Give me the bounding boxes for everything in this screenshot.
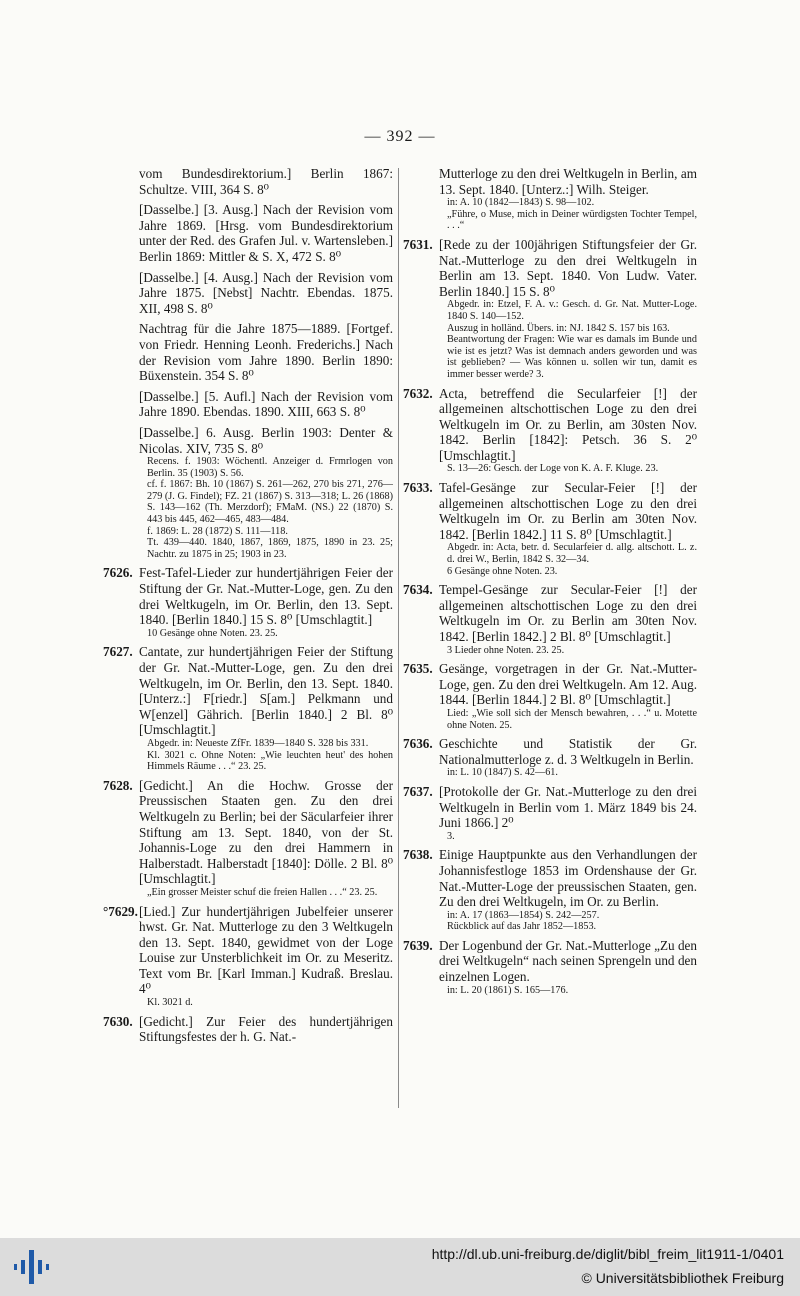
bibliography-entry	[103, 565, 393, 639]
bibliography-entry	[403, 847, 697, 933]
bibliography-entry	[103, 904, 393, 1009]
entry-number: 7627.	[103, 644, 133, 660]
entry-note: Recens. f. 1903: Wöchentl. Anzeiger d. Frmrlogen von Berlin. 35 (1903) S. 56.	[147, 456, 393, 479]
entry-text: [Protokolle der Gr. Nat.-Mutterloge zu den drei Weltkugeln in Berlin vom 1. März 1849 bis 24. Juni 1866.] 2⁰	[439, 783, 697, 831]
bibliography-entry	[403, 582, 697, 656]
entry-text: Mutterloge zu den drei Weltkugeln in Berlin, am 13. Sept. 1840. [Unterz.:] Wilh. Steiger.	[439, 166, 697, 197]
entry-text: [Dasselbe.] [5. Aufl.] Nach der Revision vom Jahre 1890. Ebendas. 1890. XIII, 663 S. 8⁰	[139, 388, 393, 420]
entry-note: in: L. 20 (1861) S. 165—176.	[447, 984, 569, 996]
entry-text: [Lied.] Zur hundertjährigen Jubelfeier unserer hwst. Gr. Nat. Mutterloge zu den 3 Weltkugeln den 13. Sept. 1840, gewidmet von der Loge Louise zur Unsterblichkeit im Or. zu Meseritz. Text vom Br. [Karl Imman.] Kudraß. Breslau. 4⁰	[139, 903, 393, 997]
entry-note: Tt. 439—440. 1840, 1867, 1869, 1875, 1890 in 23. 25; Nachtr. zu 1875 in 25; 1903 in 23.	[147, 537, 393, 560]
page-number: — 392 —	[364, 128, 436, 145]
bibliography-entry	[403, 784, 697, 842]
bibliography-entry	[403, 736, 697, 779]
entry-number: 7633.	[403, 480, 433, 496]
entry-number: 7635.	[403, 661, 433, 677]
bibliography-entry	[403, 386, 697, 476]
entry-number: 7634.	[403, 582, 433, 598]
document-url[interactable]: http://dl.ub.uni-freiburg.de/diglit/bibl_freim_lit1911-1/0401	[431, 1246, 784, 1262]
column-divider	[398, 168, 399, 1108]
bibliography-entry	[403, 166, 697, 232]
entry-note: in: A. 10 (1842—1843) S. 98—102.	[447, 197, 595, 209]
entry-note: Rückblick auf das Jahr 1852—1853.	[447, 921, 597, 933]
entry-number: 7632.	[403, 385, 433, 401]
entry-number: 7628.	[103, 777, 133, 793]
entry-note: S. 13—26: Gesch. der Loge von K. A. F. Kluge. 23.	[447, 463, 659, 475]
entry-number: 7631.	[403, 236, 433, 252]
left-column	[103, 166, 393, 1050]
entry-text: Tempel-Gesänge zur Secular-Feier [!] der allgemeinen altschottischen Loge zu den drei Weltkugeln im Or. zu Berlin am 30ten Nov. 1842. [Berlin 1842.] 2 Bl. 8⁰ [Umschlagtit.]	[439, 582, 697, 644]
bibliography-entry	[103, 321, 393, 383]
entry-note: in: L. 10 (1847) S. 42—61.	[447, 767, 558, 779]
right-column	[403, 166, 697, 1001]
bibliography-entry	[403, 661, 697, 731]
entry-note: in: A. 17 (1863—1854) S. 242—257.	[447, 909, 600, 921]
entry-note: Abgedr. in: Etzel, F. A. v.: Gesch. d. Gr. Nat. Mutter-Loge. 1840 S. 140—152.	[447, 299, 697, 322]
bibliography-entry	[103, 425, 393, 561]
entry-text: Tafel-Gesänge zur Secular-Feier [!] der allgemeinen altschottischen Loge zu den drei Weltkugeln im Or. zu Berlin am 30ten Nov. 1842. [Berlin 1842.] 11 S. 8⁰ [Umschlagtit.]	[439, 480, 697, 542]
bibliography-entry	[103, 778, 393, 899]
entry-note: Abgedr. in: Acta, betr. d. Secularfeier d. allg. altschott. L. z. d. drei W., Berlin, 1842 S. 32—34.	[447, 542, 697, 566]
entry-number: 7637.	[403, 783, 433, 799]
bibliography-entry	[403, 938, 697, 996]
entry-text: [Gedicht.] Zur Feier des hundertjährigen Stiftungsfestes der h. G. Nat.-	[139, 1013, 393, 1045]
entry-text: Fest-Tafel-Lieder zur hundertjährigen Feier der Stiftung der Gr. Nat.-Mutter-Loge, gen. Zu den drei Weltkugeln, im Or. Berlin, den 13. Sept. 1840. [Berlin 1840.] 15 S. 8⁰ [Umschlagtit.]	[139, 565, 393, 628]
entry-note: 3.	[447, 830, 455, 842]
entry-note: 3 Lieder ohne Noten. 23. 25.	[447, 644, 565, 656]
library-logo-icon[interactable]	[10, 1246, 52, 1288]
entry-note: f. 1869: L. 28 (1872) S. 111—118.	[147, 525, 288, 537]
entry-text: [Gedicht.] An die Hochw. Grosse der Preussischen Staaten gen. Zu den drei Weltkugeln zu Berlin; bei der Säcularfeier ihrer Stiftung am 13. Sept. 1840, von der St. Johannis-Loge zu den drei Hammern in Halberstadt. Halberstadt [1840]: Dölle. 2 Bl. 8⁰ [Umschlagtit.]	[139, 777, 393, 887]
bibliography-entry	[103, 1014, 393, 1045]
entry-text: [Dasselbe.] 6. Ausg. Berlin 1903: Denter & Nicolas. XIV, 735 S. 8⁰	[139, 424, 393, 456]
entry-note: cf. f. 1867: Bh. 10 (1867) S. 261—262, 270 bis 271, 276—279 (J. G. Findel); FZ. 21 (1867) S. 313—318; L. 26 (1868) S. 143—162 (Th. Merzdorf); FMaM. (NS.) 22 (1870) S. 443 bis 445, 462—465, 483—484.	[147, 479, 393, 526]
entry-text: Acta, betreffend die Secularfeier [!] der allgemeinen altschottischen Loge zu den drei Weltkugeln im Or. zu Berlin, am 30sten Nov. 1842. Berlin [1842]: Petsch. 36 S. 2⁰ [Umschlagtit.]	[439, 385, 697, 463]
entry-text: vom Bundesdirektorium.] Berlin 1867: Schultze. VIII, 364 S. 8⁰	[139, 166, 393, 197]
entry-text: Nachtrag für die Jahre 1875—1889. [Fortgef. von Friedr. Henning Leonh. Frederichs.] Nach der Revision vom Jahre 1890. Berlin 1890: Büxenstein. 354 S. 8⁰	[139, 321, 393, 384]
entry-note: „Führe, o Muse, mich in Deiner würdigsten Tochter Tempel, . . .“	[447, 208, 697, 232]
bibliography-entry	[403, 237, 697, 381]
entry-note: 10 Gesänge ohne Noten. 23. 25.	[147, 627, 278, 639]
entry-text: Der Logenbund der Gr. Nat.-Mutterloge „Zu den drei Weltkugeln“ nach seinen Sprengeln und den einzelnen Logen.	[439, 937, 697, 985]
bibliography-entry	[103, 166, 393, 197]
entry-number: 7638.	[403, 847, 433, 863]
bibliography-entry	[403, 480, 697, 577]
entry-note: „Ein grosser Meister schuf die freien Hallen . . .“ 23. 25.	[147, 886, 378, 898]
entry-note: Beantwortung der Fragen: Wie war es damals im Bunde und wie ist es jetzt? Was ist demnach anders geworden und was ist geblieben? — Was können u. sollen wir tun, damit es immer besser werde? 3.	[447, 334, 697, 380]
entry-text: [Dasselbe.] [3. Ausg.] Nach der Revision vom Jahre 1869. [Hrsg. vom Bundesdirektorium unter der Red. des Grafen Jul. v. Wartensleben.] Berlin 1869: Mittler & S. X, 472 S. 8⁰	[139, 202, 393, 264]
entry-text: Cantate, zur hundertjährigen Feier der Stiftung der Gr. Nat.-Mutter-Loge, gen. Zu den drei Weltkugeln, im Or. Berlin, den 13. Sept. 1840. [Unterz.:] F[riedr.] S[am.] Pelkmann und W[enzel] Gährich. [Berlin 1840.] 2 Bl. 8⁰ [Umschlagtit.]	[139, 644, 393, 738]
entry-text: [Rede zu der 100jährigen Stiftungsfeier der Gr. Nat.-Mutterloge zu den drei Weltkugeln in Berlin am 13. Sept. 1840. Von Ludw. Vater. Berlin 1840.] 15 S. 8⁰	[439, 236, 697, 299]
entry-note: Lied: „Wie soll sich der Mensch bewahren, . . .“ u. Motette ohne Noten. 25.	[447, 707, 697, 731]
entry-text: [Dasselbe.] [4. Ausg.] Nach der Revision vom Jahre 1875. [Nebst] Nachtr. Ebendas. 1875. XII, 498 S. 8⁰	[139, 269, 393, 316]
bibliography-entry	[103, 270, 393, 317]
entry-text: Geschichte und Statistik der Gr. Nationalmutterloge z. d. 3 Weltkugeln in Berlin.	[439, 736, 697, 767]
entry-note: Auszug in holländ. Übers. in: NJ. 1842 S. 157 bis 163.	[447, 322, 670, 334]
viewer-footer	[0, 1238, 800, 1296]
entry-number: 7636.	[403, 736, 433, 752]
entry-number: 7639.	[403, 937, 433, 953]
entry-note: Abgedr. in: Neueste ZfFr. 1839—1840 S. 328 bis 331.	[147, 737, 369, 749]
bibliography-entry	[103, 644, 393, 772]
entry-number: 7630.	[103, 1013, 133, 1029]
entry-text: Gesänge, vorgetragen in der Gr. Nat.-Mutter-Loge, gen. Zu den drei Weltkugeln. Am 12. Aug. 1844. [Berlin 1844.] 2 Bl. 8⁰ [Umschlagtit.]	[439, 661, 697, 708]
entry-note: Kl. 3021 c. Ohne Noten: „Wie leuchten heut' des hohen Himmels Räume . . .“ 23. 25.	[147, 749, 393, 773]
entry-note: Kl. 3021 d.	[147, 997, 193, 1009]
copyright-notice: © Universitätsbibliothek Freiburg	[581, 1270, 784, 1286]
entry-text: Einige Hauptpunkte aus den Verhandlungen der Johannisfestloge 1853 im Ordenshause der Gr. Nat.-Mutter-Loge der preussischen Staaten, gen. Zu den drei Weltkugeln, im Or. zu Berlin.	[439, 847, 697, 910]
entry-note: 6 Gesänge ohne Noten. 23.	[447, 565, 558, 577]
entry-number: 7626.	[103, 565, 133, 581]
entry-number: °7629.	[103, 903, 138, 919]
bibliography-entry	[103, 202, 393, 264]
bibliography-entry	[103, 389, 393, 420]
